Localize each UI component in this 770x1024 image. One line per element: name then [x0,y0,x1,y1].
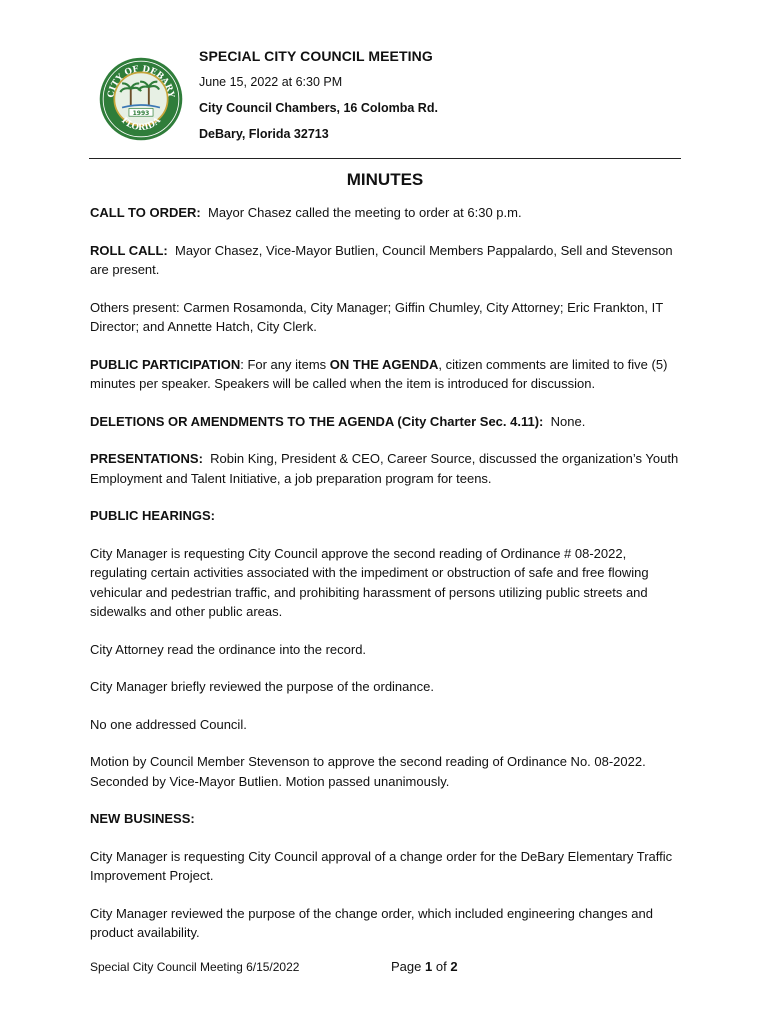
others-present-paragraph: Others present: Carmen Rosamonda, City Manager; Giffin Chumley, City Attorney; Eric Frankton, IT Director; and Annette Hatch, City Clerk. [90,299,663,334]
new-business-heading [90,809,680,829]
presentations-text: Robin King, President & CEO, Career Source, discussed the organization’s Youth Employment and Talent Initiative, a job preparation program for teens. [90,451,679,486]
roll-call-text: Mayor Chasez, Vice-Mayor Butlien, Council Members Pappalardo, Sell and Stevenson are present. [90,242,673,277]
call-to-order-text: Mayor Chasez called the meeting to order at 6:30 p.m. [207,205,522,220]
page-total: 2 [450,959,458,974]
roll-call-paragraph [90,241,680,280]
meeting-title: SPECIAL CITY COUNCIL MEETING [199,48,433,64]
seal-year: 1993 [132,109,150,117]
page-of: of [435,959,447,974]
public-participation-paragraph [90,355,680,394]
presentations-label: PRESENTATIONS: [90,451,203,466]
minutes-body [90,203,680,961]
city-seal-logo [98,56,184,142]
new-business-paragraph: City Manager is requesting City Council approval of a change order for the DeBary Elementary Traffic Improvement Project. [90,848,673,883]
deletions-paragraph [90,412,680,432]
city-seal-icon [98,56,184,142]
public-participation-text-b: , citizen comments are limited to five (5) minutes per speaker. Speakers will be called when the item is introduced for discussion. [90,356,668,391]
document-header [199,48,679,152]
document-title: MINUTES [346,170,424,189]
meeting-location: City Council Chambers, 16 Colomba Rd. [199,101,438,115]
deletions-text: None. [550,413,586,429]
header-divider [89,158,681,159]
footer-meeting-label: Special City Council Meeting 6/15/2022 [90,960,300,974]
new-business-label: NEW BUSINESS: [90,811,195,826]
page-current: 1 [425,959,433,974]
call-to-order-paragraph [90,203,680,223]
public-hearings-paragraph: No one addressed Council. [90,716,247,732]
meeting-date-time: June 15, 2022 at 6:30 PM [199,75,343,89]
public-hearings-label: PUBLIC HEARINGS: [90,508,215,523]
deletions-label: DELETIONS OR AMENDMENTS TO THE AGENDA (City Charter Sec. 4.11): [90,413,544,429]
public-participation-emphasis: ON THE AGENDA [329,356,439,372]
public-hearings-heading [90,506,680,526]
public-hearings-paragraph: City Manager is requesting City Council approve the second reading of Ordinance # 08-2022, regulating certain activities associated with the impediment or obstruction of safe and free flowing vehicular and pedestrian traffic, and prohibiting harassment of persons utilizing public streets and sidewalks and other public areas. [90,545,649,619]
call-to-order-label: CALL TO ORDER: [90,205,201,220]
presentations-paragraph [90,449,680,488]
page-word: Page [391,959,422,974]
roll-call-label: ROLL CALL: [90,242,168,258]
public-participation-label: PUBLIC PARTICIPATION [90,356,241,372]
public-hearings-paragraph: City Attorney read the ordinance into the record. [90,641,367,657]
seal-top-text: CITY OF DEBARY [106,64,176,99]
meeting-city: DeBary, Florida 32713 [199,127,329,141]
public-hearings-paragraph: Motion by Council Member Stevenson to approve the second reading of Ordinance No. 08-2022. Seconded by Vice-Mayor Butlien. Motion passed unanimously. [90,754,646,789]
new-business-paragraph: City Manager reviewed the purpose of the change order, which included engineering changes and product availability. [90,905,653,940]
public-participation-text-a: : For any items [240,356,330,372]
page-number [391,959,458,974]
public-hearings-paragraph: City Manager briefly reviewed the purpose of the ordinance. [90,679,434,694]
seal-bottom-text: FLORIDA [119,115,163,134]
